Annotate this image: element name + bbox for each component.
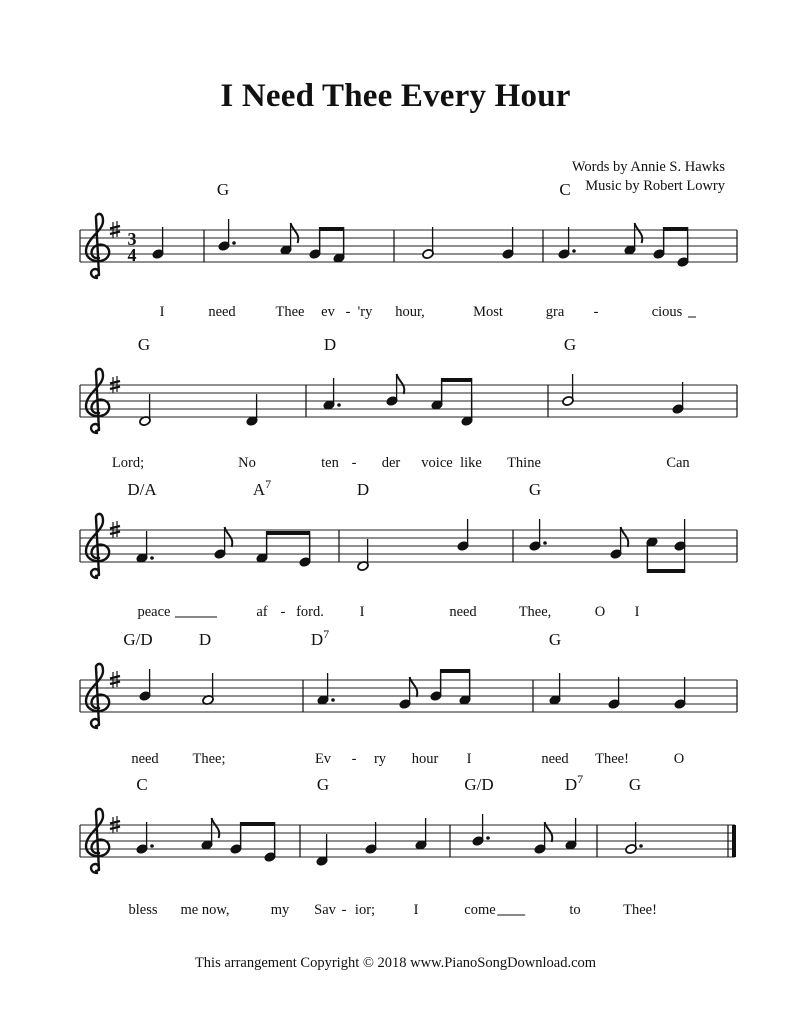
lyric-word: Thee! <box>623 902 657 918</box>
lyric-word: voice <box>421 455 453 471</box>
note <box>534 822 553 854</box>
lyric-word: need <box>208 304 236 320</box>
lyric-word: gra <box>545 304 565 320</box>
lyric-word: I <box>159 304 165 320</box>
lyric-word: Sav <box>314 902 336 918</box>
lyric-word: ten <box>321 455 339 471</box>
chord-symbol: G <box>528 480 542 499</box>
note <box>457 519 469 551</box>
music-credit: Music by Robert Lowry <box>585 178 725 194</box>
note <box>280 223 299 255</box>
lyric-word: need <box>541 751 569 767</box>
note <box>674 677 686 709</box>
chord-symbol: G <box>216 180 230 199</box>
dot <box>331 698 335 702</box>
time-sig-bottom: 4 <box>127 245 137 265</box>
lyric-word: Most <box>473 304 503 320</box>
chord-symbol: C <box>559 180 571 199</box>
dot <box>337 403 341 407</box>
lyric-word: need <box>131 751 159 767</box>
chord-symbol: $D^7$ <box>310 627 330 649</box>
copyright-footer: This arrangement Copyright © 2018 www.PianoSongDownload.com <box>194 955 597 971</box>
lyric-word: Thee; <box>192 751 226 767</box>
lyric-word: ev <box>321 304 335 320</box>
beam <box>440 669 470 673</box>
lyric-word: hour <box>411 751 439 767</box>
flag <box>212 818 220 838</box>
chord-symbol: D <box>323 335 337 354</box>
note <box>610 527 629 559</box>
dot <box>639 844 643 848</box>
beam <box>319 227 344 231</box>
note <box>502 227 514 259</box>
lyric-word: Thee! <box>595 751 629 767</box>
lyric-word: Thine <box>507 455 541 471</box>
final-barline <box>732 825 736 857</box>
time-sig-top: 3 <box>127 229 137 249</box>
dot <box>543 541 547 545</box>
lyric-word: hour, <box>395 304 425 320</box>
beam <box>441 378 472 382</box>
chord-symbol: D/A <box>127 480 157 499</box>
staff-system-3 <box>80 530 737 562</box>
lyric-word: cious <box>651 304 683 320</box>
chord-symbol: G/D <box>464 775 494 794</box>
note <box>562 374 574 406</box>
note <box>624 223 643 255</box>
note <box>323 378 341 410</box>
note <box>246 394 258 426</box>
note <box>529 519 547 551</box>
dot <box>232 241 236 245</box>
lyric-word: O <box>673 751 685 767</box>
chord-symbol: G/D <box>123 630 153 649</box>
lyric-word: like <box>460 455 482 471</box>
note <box>422 227 434 259</box>
note <box>357 539 369 571</box>
chord-symbol: $A^7$ <box>252 477 272 499</box>
note <box>201 818 220 850</box>
note <box>625 822 643 854</box>
lyric-word: - <box>280 604 286 620</box>
note <box>139 669 151 701</box>
lyric-word: - <box>351 455 357 471</box>
lyric-word: I <box>359 604 365 620</box>
staff-system-1 <box>80 230 737 262</box>
dot <box>572 249 576 253</box>
staff-system-5 <box>80 825 736 857</box>
note <box>218 219 236 251</box>
beam <box>647 569 685 573</box>
flag <box>291 223 299 243</box>
lyric-word: me now, <box>180 902 230 918</box>
note <box>139 394 151 426</box>
chord-symbol: D <box>356 480 370 499</box>
lyric-word: der <box>381 455 401 471</box>
lyric-word: Ev <box>314 751 332 767</box>
note <box>672 382 684 414</box>
lyric-word: - <box>341 902 347 918</box>
note <box>608 677 620 709</box>
lyric-word: ry <box>373 751 387 767</box>
note <box>152 227 164 259</box>
flag <box>397 374 405 394</box>
words-credit: Words by Annie S. Hawks <box>571 159 725 175</box>
chord-symbol: G <box>563 335 577 354</box>
chord-symbol: G <box>316 775 330 794</box>
note <box>472 814 490 846</box>
lyric-word: I <box>466 751 472 767</box>
note <box>202 673 214 705</box>
lyric-word: Thee <box>275 304 305 320</box>
lyric-word: peace <box>137 604 171 620</box>
lyric-word: come <box>464 902 496 918</box>
lyric-word: - <box>351 751 357 767</box>
chord-symbol: D <box>198 630 212 649</box>
lyric-word: my <box>270 902 290 918</box>
beam <box>663 227 688 231</box>
flag <box>635 223 643 243</box>
lyric-word: Can <box>666 455 690 471</box>
song-title: I Need Thee Every Hour <box>220 78 571 114</box>
lyric-word: bless <box>128 902 158 918</box>
beam <box>266 531 310 535</box>
chord-symbol: G <box>628 775 642 794</box>
lyric-word: af <box>256 604 268 620</box>
lyric-word: O <box>594 604 606 620</box>
note <box>365 822 377 854</box>
staff-system-2 <box>80 385 737 417</box>
note <box>549 673 561 705</box>
dot <box>150 844 154 848</box>
note <box>386 374 405 406</box>
staff-system-4 <box>80 680 737 712</box>
note <box>316 834 328 866</box>
chord-symbol: C <box>136 775 148 794</box>
lyric-word: Lord; <box>111 455 145 471</box>
lyric-word: to <box>569 902 581 918</box>
dot <box>486 836 490 840</box>
lyric-word: - <box>345 304 351 320</box>
note <box>214 527 233 559</box>
note <box>399 677 418 709</box>
lyric-word: No <box>238 455 256 471</box>
note <box>415 818 427 850</box>
lyric-word: ford. <box>296 604 324 620</box>
note <box>317 673 335 705</box>
lyric-word: ior; <box>354 902 376 918</box>
chord-symbol: G <box>137 335 151 354</box>
note <box>558 227 576 259</box>
dot <box>150 556 154 560</box>
lyric-word: I <box>634 604 640 620</box>
chord-symbol: $D^7$ <box>564 772 584 794</box>
note <box>136 822 154 854</box>
lyric-word: I <box>413 902 419 918</box>
chord-symbol: G <box>548 630 562 649</box>
note <box>136 531 154 563</box>
note <box>565 818 577 850</box>
lyric-word: - <box>593 304 599 320</box>
lyric-word: need <box>449 604 477 620</box>
lyric-word: Thee, <box>518 604 552 620</box>
lyric-word: 'ry <box>357 304 373 320</box>
beam <box>240 822 275 826</box>
